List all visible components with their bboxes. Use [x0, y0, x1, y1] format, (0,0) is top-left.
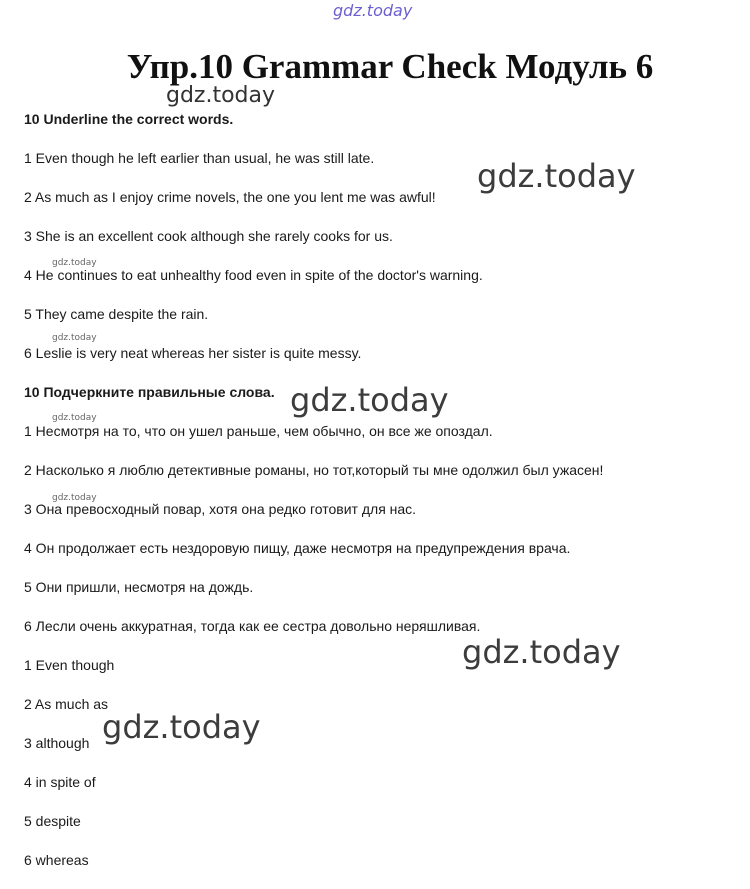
answer-item: 1 Even though	[24, 657, 115, 673]
answer-item: 3 although	[24, 735, 90, 751]
watermark: gdz.today	[462, 633, 621, 671]
watermark: gdz.today	[290, 381, 449, 419]
english-item: 3 She is an excellent cook although she rarely cooks for us.	[24, 228, 393, 244]
russian-item: 2 Насколько я люблю детективные романы, но тот,который ты мне одолжил был ужасен!	[24, 462, 604, 478]
russian-item: 6 Лесли очень аккуратная, тогда как ее сестра довольно неряшливая.	[24, 618, 481, 634]
english-item: 6 Leslie is very neat whereas her sister is quite messy.	[24, 345, 362, 361]
english-item: 5 They came despite the rain.	[24, 306, 209, 322]
english-item: 2 As much as I enjoy crime novels, the one you lent me was awful!	[24, 189, 436, 205]
watermark: gdz.today	[477, 157, 636, 195]
answer-item: 6 whereas	[24, 852, 89, 868]
watermark: gdz.today	[102, 708, 261, 746]
answer-item: 4 in spite of	[24, 774, 96, 790]
russian-heading: 10 Подчеркните правильные слова.	[24, 384, 275, 400]
english-heading: 10 Underline the correct words.	[24, 111, 234, 127]
watermark: gdz.today	[52, 258, 97, 268]
russian-item: 1 Несмотря на то, что он ушел раньше, чем обычно, он все же опоздал.	[24, 423, 493, 439]
answer-item: 5 despite	[24, 813, 81, 829]
answer-item: 2 As much as	[24, 696, 109, 712]
watermark: gdz.today	[52, 493, 97, 503]
watermark: gdz.today	[52, 413, 97, 423]
english-item: 1 Even though he left earlier than usual, he was still late.	[24, 150, 375, 166]
russian-item: 3 Она превосходный повар, хотя она редко готовит для нас.	[24, 501, 417, 517]
watermark: gdz.today	[166, 83, 276, 108]
russian-item: 5 Они пришли, несмотря на дождь.	[24, 579, 254, 595]
watermark-top: gdz.today	[333, 1, 413, 20]
page-title: Упр.10 Grammar Check Модуль 6	[126, 47, 654, 86]
russian-item: 4 Он продолжает есть нездоровую пищу, даже несмотря на предупреждения врача.	[24, 540, 571, 556]
watermark: gdz.today	[52, 333, 97, 343]
english-item: 4 He continues to eat unhealthy food even in spite of the doctor's warning.	[24, 267, 483, 283]
